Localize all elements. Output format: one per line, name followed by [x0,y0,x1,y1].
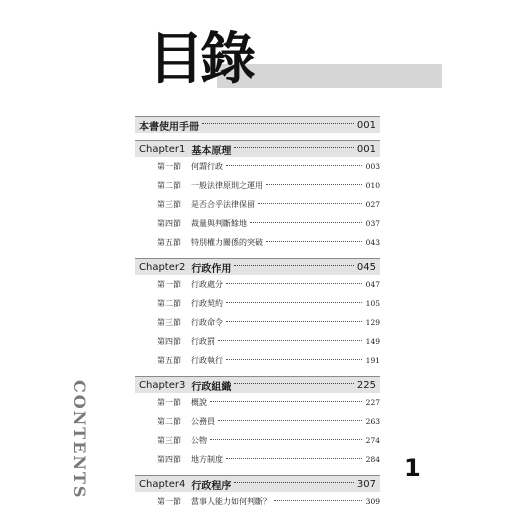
toc-section-row[interactable] [135,233,380,252]
section-title: 行政罰 [191,337,215,346]
dot-leader [218,340,362,341]
section-number: 第二節 [157,417,181,426]
section-title: 裁量與判斷餘地 [191,219,247,228]
toc-intro-row[interactable] [135,116,380,133]
table-of-contents [135,116,380,511]
dot-leader [226,165,362,166]
dot-leader [226,359,362,360]
toc-section-row[interactable] [135,393,380,412]
section-page: 010 [365,181,380,190]
section-number: 第三節 [157,200,181,209]
section-number: 第四節 [157,455,181,464]
dot-leader [226,321,362,322]
toc-section-row[interactable] [135,294,380,313]
section-title: 公務員 [191,417,215,426]
chapter-number: Chapter3 [139,379,186,391]
chapter-page: 001 [356,143,376,155]
chapter-title: 行政程序 [191,480,232,492]
section-title: 一般法律原則之運用 [191,181,263,190]
section-title: 行政命令 [191,318,223,327]
section-page: 263 [365,417,380,426]
section-page: 043 [365,238,380,247]
section-title: 行政契約 [191,299,223,308]
toc-chapter-row[interactable] [135,376,380,393]
dot-leader [226,458,362,459]
dot-leader [210,439,362,440]
section-number: 第五節 [157,356,181,365]
page-title: 目錄 [148,27,252,92]
toc-section-row[interactable] [135,214,380,233]
section-page: 027 [365,200,380,209]
dot-leader [234,482,354,483]
toc-section-row[interactable] [135,492,380,511]
section-title: 行政處分 [191,280,223,289]
dot-leader [234,383,354,384]
toc-section-row[interactable] [135,195,380,214]
section-page: 191 [365,356,380,365]
dot-leader [226,302,362,303]
section-number: 第五節 [157,238,181,247]
section-number: 第三節 [157,436,181,445]
section-page: 003 [365,162,380,171]
section-page: 105 [365,299,380,308]
chapter-page: 225 [356,379,376,391]
toc-chapter-row[interactable] [135,475,380,492]
section-page: 129 [365,318,380,327]
chapter-number: Chapter1 [139,143,186,155]
dot-leader [218,420,362,421]
dot-leader [210,401,362,402]
dot-leader [234,147,354,148]
chapter-title: 行政組織 [191,381,232,393]
chapter-title: 基本原理 [191,145,232,157]
section-title: 行政執行 [191,356,223,365]
section-page: 309 [365,497,380,506]
section-title: 何謂行政 [191,162,223,171]
dot-leader [266,184,362,185]
section-title: 地方制度 [191,455,223,464]
section-page: 227 [365,398,380,407]
section-number: 第四節 [157,337,181,346]
toc-section-row[interactable] [135,275,380,294]
toc-section-row[interactable] [135,351,380,370]
section-page: 284 [365,455,380,464]
toc-intro-page: 001 [356,119,376,131]
toc-chapter-row[interactable] [135,140,380,157]
section-page: 037 [365,219,380,228]
section-number: 第二節 [157,299,181,308]
dot-leader [202,123,354,124]
dot-leader [266,241,362,242]
chapter-page: 307 [356,478,376,490]
section-number: 第一節 [157,162,181,171]
toc-intro-label: 本書使用手冊 [139,121,199,133]
section-title: 公物 [191,436,207,445]
section-number: 第一節 [157,280,181,289]
section-number: 第二節 [157,181,181,190]
chapter-title: 行政作用 [191,263,232,275]
section-number: 第四節 [157,219,181,228]
chapter-page: 045 [356,261,376,273]
section-number: 第三節 [157,318,181,327]
section-number: 第一節 [157,497,181,506]
section-page: 149 [365,337,380,346]
section-page: 047 [365,280,380,289]
section-title: 當事人能力如何判斷？ [191,497,271,506]
chapter-number: Chapter4 [139,478,186,490]
section-number: 第一節 [157,398,181,407]
page-number: 1 [404,454,421,482]
dot-leader [258,203,362,204]
section-title: 概說 [191,398,207,407]
chapter-number: Chapter2 [139,261,186,273]
toc-section-row[interactable] [135,176,380,195]
section-title: 特別權力關係的突破 [191,238,263,247]
toc-section-row[interactable] [135,412,380,431]
toc-section-row[interactable] [135,450,380,469]
dot-leader [250,222,362,223]
toc-section-row[interactable] [135,313,380,332]
toc-section-row[interactable] [135,431,380,450]
toc-section-row[interactable] [135,157,380,176]
section-title: 是否合乎法律保留 [191,200,255,209]
dot-leader [274,500,362,501]
dot-leader [226,283,362,284]
dot-leader [234,265,354,266]
toc-section-row[interactable] [135,332,380,351]
section-page: 274 [365,436,380,445]
contents-vertical-label: CONTENTS [70,380,89,500]
toc-chapter-row[interactable] [135,258,380,275]
